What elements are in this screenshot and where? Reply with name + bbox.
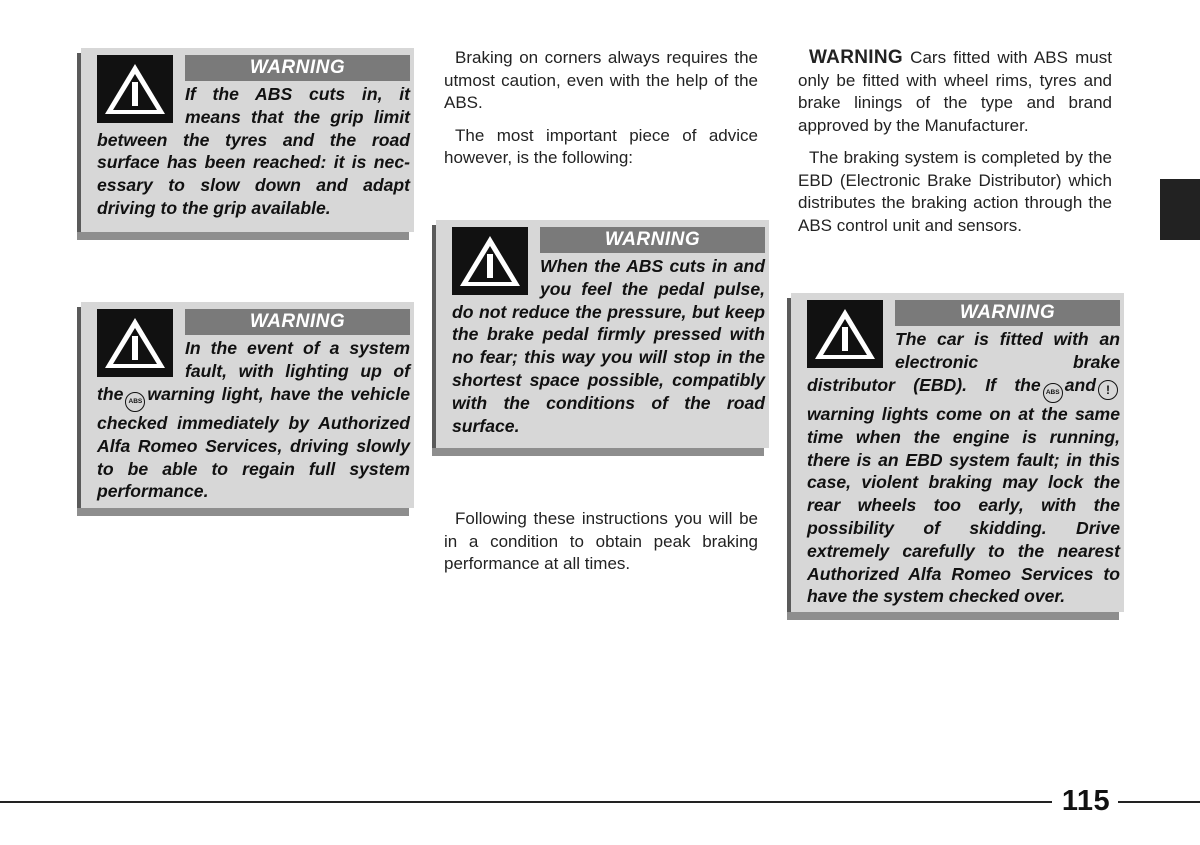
paragraph: Braking on corners always requires the utmost caution, even with the help of the ABS. (444, 48, 758, 112)
warning-keyword: WARNING (809, 47, 903, 68)
paragraph: The braking system is completed by the EBD (Electronic Brake Distributor) which distributes the braking action through the ABS control unit and sensors. (798, 148, 1112, 235)
warning-triangle-icon (97, 55, 173, 123)
warning-heading: WARNING (540, 227, 765, 253)
warning-heading: WARNING (185, 309, 410, 335)
warning-heading: WARNING (895, 300, 1120, 326)
warning-box-pedal-pulse (436, 220, 769, 448)
warning-text: When the ABS cuts in and you feel the pedal pulse, do not reduce the pressure, but keep the brake pedal firmly pressed with no fear; this way you will stop in the shortest space possible, compatibly with the conditions of the road surface. (452, 256, 765, 436)
warning-triangle-icon (807, 300, 883, 368)
footer-rule-left (0, 801, 1052, 803)
warning-triangle-icon (97, 309, 173, 377)
middle-column-lower (444, 508, 758, 586)
warning-box-abs-grip (81, 48, 414, 232)
footer-rule-right (1118, 801, 1200, 803)
warning-text: In the event of a system fault, with lighting up of the ABS warning light, have the vehicle checked immediately by Authorized Alfa Romeo Services, driving slowly to be able to regain full system performance. (97, 338, 410, 502)
paragraph: Following these instructions you will be in a condition to obtain peak braking performance at all times. (444, 509, 758, 573)
warning-box-ebd-fault (791, 293, 1124, 612)
right-column (798, 47, 1112, 247)
brake-warning-light-icon: ! (1098, 380, 1118, 400)
paragraph: The most important piece of advice however, is the following: (444, 125, 758, 167)
warning-heading: WARNING (185, 55, 410, 81)
page-number: 115 (1061, 785, 1111, 817)
warning-triangle-icon (452, 227, 528, 295)
warning-box-system-fault (81, 302, 414, 508)
section-thumb-tab (1160, 179, 1200, 240)
abs-warning-light-icon: ABS (1043, 383, 1063, 403)
paragraph: WARNING Cars fitted with ABS must only be fitted with wheel rims, tyres and brake linings of the type and brand approved by the Manufacturer. (798, 47, 1112, 135)
warning-text: If the ABS cuts in, it means that the grip limit between the tyres and the road surface has been reached: it is nec- essary to slow down and adapt driving to the grip available. (97, 84, 410, 218)
warning-text: The car is fitted with an electronic brake distributor (EBD). If the ABS and !warning lights come on at the same time when the engine is running, there is an EBD system fault; in this case, violent braking may lock the rear wheels too early, with the possibility of skidding. Drive extremely carefully to the nearest Authorized Alfa Romeo Services to have the system checked over. (807, 329, 1120, 607)
middle-column-upper (444, 47, 758, 180)
abs-warning-light-icon: ABS (125, 392, 145, 412)
